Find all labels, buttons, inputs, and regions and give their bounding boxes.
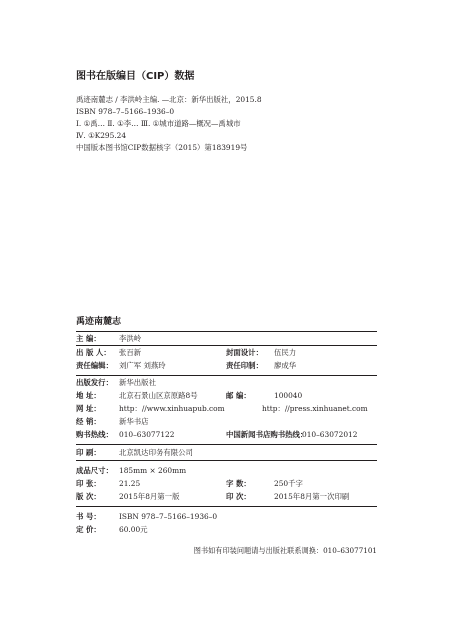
responsible-editor-value: 刘广军 刘燕玲 — [119, 361, 166, 370]
responsible-print-value: 廖成华 — [274, 361, 297, 370]
isbn-value: ISBN 978–7–5166–1936–0 — [119, 512, 218, 521]
store-hotline-value: 010–63072012 — [302, 430, 358, 439]
postcode-value: 100040 — [274, 391, 303, 400]
cip-line-subjects: Ⅰ. ①禹… Ⅱ. ①李… Ⅲ. ①城市道路—概况—禹城市 — [76, 119, 241, 128]
isbn-row — [76, 510, 377, 523]
responsible-print-label: 责任印制： — [226, 361, 263, 370]
size-row — [76, 464, 377, 477]
price-label: 定 价： — [76, 525, 101, 534]
publisher-person-row — [76, 346, 377, 359]
hotline-row — [76, 428, 377, 441]
printer-row — [76, 445, 377, 460]
cip-line-citation: 禹迹南麓志 / 李洪岭主编. —北京：新华出版社，2015.8 — [76, 95, 262, 104]
website-link[interactable]: http：//www.xinhuapub.com — [119, 404, 225, 413]
hotline-value: 010–63077122 — [119, 430, 175, 439]
store-hotline-label: 中国新闻书店购书热线： — [226, 430, 308, 439]
sheets-row — [76, 477, 377, 490]
distribution-label: 出版发行： — [76, 378, 113, 387]
website-row — [76, 402, 377, 415]
editor-value: 李洪岭 — [119, 334, 142, 343]
editor-label: 主 编： — [76, 334, 101, 343]
cover-design-label: 封面设计： — [226, 348, 263, 357]
colophon — [76, 315, 377, 536]
edition-row — [76, 490, 377, 503]
printer-label: 印 刷： — [76, 448, 101, 457]
hotline-label: 购书热线： — [76, 430, 113, 439]
isbn-label: 书 号： — [76, 512, 101, 521]
sheets-value: 21.25 — [119, 479, 141, 488]
cip-line-isbn: ISBN 978–7–5166–1936–0 — [76, 107, 175, 116]
publisher-person-value: 张百新 — [119, 348, 142, 357]
printer-value: 北京凯达印务有限公司 — [119, 448, 193, 457]
website-link-secondary[interactable]: http：//press.xinhuanet.com — [262, 404, 368, 413]
address-value: 北京石景山区京原路8号 — [119, 391, 198, 400]
print-run-value: 2015年8月第一次印刷 — [274, 492, 350, 501]
website-label: 网 址： — [76, 404, 101, 413]
words-label: 字 数： — [226, 479, 251, 488]
price-row — [76, 523, 377, 536]
cip-line-record-number: 中国版本图书馆CIP数据核字（2015）第183919号 — [76, 143, 248, 152]
cip-block — [76, 70, 376, 154]
words-value: 250千字 — [274, 479, 303, 488]
editor-row — [76, 332, 377, 345]
size-value: 185mm × 260mm — [119, 466, 187, 475]
distribution-row — [76, 376, 377, 389]
address-row — [76, 389, 377, 402]
book-title: 禹迹南麓志 — [76, 317, 122, 327]
sheets-label: 印 张： — [76, 479, 101, 488]
cip-title: 图书在版编目（CIP）数据 — [76, 71, 195, 82]
price-value: 60.00元 — [119, 525, 148, 534]
footer-note: 图书如有印装问题请与出版社联系调换：010–63077101 — [193, 546, 377, 555]
cip-line-classification: Ⅳ. ①K295.24 — [76, 131, 127, 140]
sales-row — [76, 415, 377, 428]
postcode-label: 邮 编： — [226, 391, 251, 400]
sales-value: 新华书店 — [119, 417, 149, 426]
edition-value: 2015年8月第一版 — [119, 492, 180, 501]
cover-design-value: 伍民力 — [274, 348, 297, 357]
responsible-editor-label: 责任编辑： — [76, 361, 113, 370]
address-label: 地 址： — [76, 391, 101, 400]
sales-label: 经 销： — [76, 417, 101, 426]
responsible-editor-row — [76, 359, 377, 372]
print-run-label: 印 次： — [226, 492, 251, 501]
publisher-person-label: 出 版 人： — [76, 348, 111, 357]
edition-label: 版 次： — [76, 492, 101, 501]
distribution-value: 新华出版社 — [119, 378, 156, 387]
size-label: 成品尺寸： — [76, 466, 113, 475]
